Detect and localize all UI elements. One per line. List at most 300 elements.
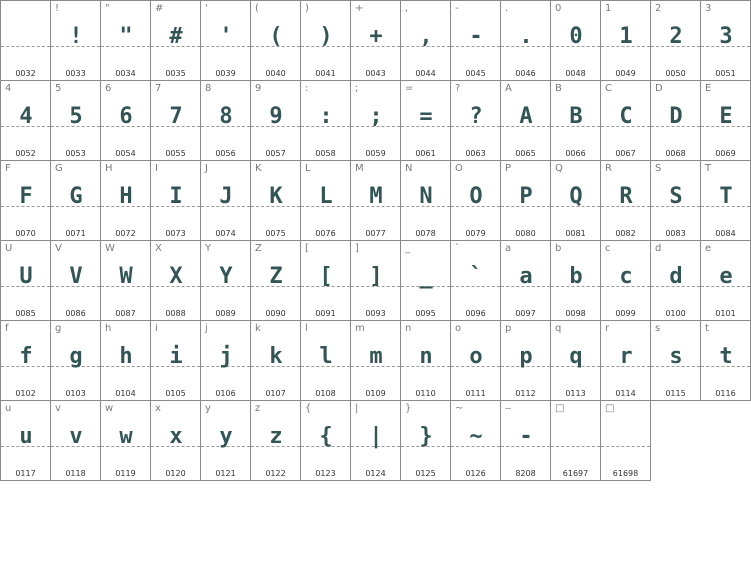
glyph-cell — [450, 0, 501, 81]
glyph-code: 0078 — [415, 229, 436, 238]
glyph-sample: h — [119, 344, 132, 369]
glyph-code: 0063 — [465, 149, 486, 158]
glyph-cell — [100, 160, 151, 241]
glyph-char-label: Q — [555, 163, 563, 174]
glyph-char-label: □ — [605, 403, 615, 414]
glyph-char-label: d — [655, 243, 662, 254]
glyph-cell — [650, 0, 701, 81]
glyph-sample: Z — [269, 264, 282, 289]
glyph-char-label: k — [255, 323, 261, 334]
glyph-sample: W — [119, 264, 132, 289]
glyph-sample: n — [419, 344, 432, 369]
glyph-char-label: " — [105, 3, 110, 14]
glyph-sample: } — [419, 424, 432, 449]
glyph-char-label: c — [605, 243, 611, 254]
glyph-char-label: = — [405, 83, 414, 94]
glyph-sample: + — [369, 24, 382, 49]
glyph-code: 0104 — [115, 389, 136, 398]
glyph-code: 0117 — [15, 469, 36, 478]
glyph-cell — [150, 160, 201, 241]
glyph-char-label: _ — [405, 243, 410, 254]
glyph-code: 0116 — [715, 389, 736, 398]
glyph-code: 0098 — [565, 309, 586, 318]
glyph-char-label: □ — [555, 403, 565, 414]
glyph-code: 0121 — [215, 469, 236, 478]
glyph-cell — [150, 0, 201, 81]
glyph-cell — [550, 80, 601, 161]
glyph-cell — [450, 240, 501, 321]
glyph-cell — [100, 240, 151, 321]
glyph-char-label: + — [355, 3, 364, 14]
glyph-cell — [450, 160, 501, 241]
glyph-code: 0074 — [215, 229, 236, 238]
glyph-char-label: 5 — [55, 83, 62, 94]
glyph-code: 0105 — [165, 389, 186, 398]
glyph-char-label: b — [555, 243, 562, 254]
glyph-sample: r — [619, 344, 632, 369]
glyph-sample: ' — [219, 24, 232, 49]
glyph-cell — [150, 240, 201, 321]
glyph-cell — [600, 400, 651, 481]
glyph-char-label: ` — [455, 243, 460, 254]
glyph-code: 0057 — [265, 149, 286, 158]
glyph-sample: u — [19, 424, 32, 449]
glyph-cell — [100, 400, 151, 481]
glyph-code: 0109 — [365, 389, 386, 398]
glyph-sample: B — [569, 104, 582, 129]
glyph-char-label: F — [5, 163, 11, 174]
glyph-sample: t — [719, 344, 732, 369]
glyph-code: 0045 — [465, 69, 486, 78]
glyph-char-label: I — [155, 163, 158, 174]
glyph-cell — [500, 320, 551, 401]
glyph-char-label: P — [505, 163, 512, 174]
glyph-code: 0044 — [415, 69, 436, 78]
glyph-code: 0124 — [365, 469, 386, 478]
glyph-cell — [400, 400, 451, 481]
glyph-char-label: O — [455, 163, 463, 174]
glyph-sample: j — [219, 344, 232, 369]
glyph-cell — [300, 160, 351, 241]
glyph-cell — [300, 80, 351, 161]
glyph-sample: # — [169, 24, 182, 49]
glyph-sample: | — [369, 424, 382, 449]
glyph-char-label: x — [155, 403, 161, 414]
glyph-cell — [450, 80, 501, 161]
glyph-char-label: e — [705, 243, 712, 254]
glyph-cell — [350, 160, 401, 241]
glyph-sample: { — [319, 424, 332, 449]
glyph-char-label: T — [705, 163, 712, 174]
glyph-sample: P — [519, 184, 532, 209]
glyph-code: 0086 — [65, 309, 86, 318]
glyph-char-label: g — [55, 323, 62, 334]
glyph-cell — [400, 80, 451, 161]
glyph-code: 0111 — [465, 389, 486, 398]
glyph-sample: 6 — [119, 104, 132, 129]
glyph-sample: D — [669, 104, 682, 129]
glyph-sample: N — [419, 184, 432, 209]
glyph-code: 0066 — [565, 149, 586, 158]
glyph-cell — [100, 320, 151, 401]
glyph-char-label: E — [705, 83, 712, 94]
glyph-sample: 8 — [219, 104, 232, 129]
glyph-sample: H — [119, 184, 132, 209]
glyph-char-label: : — [305, 83, 309, 94]
glyph-char-label: W — [105, 243, 115, 254]
glyph-code: 0041 — [315, 69, 336, 78]
glyph-code: 0093 — [365, 309, 386, 318]
glyph-code: 61697 — [562, 469, 589, 478]
glyph-sample: Q — [569, 184, 582, 209]
glyph-code: 0083 — [665, 229, 686, 238]
glyph-sample: ! — [69, 24, 82, 49]
glyph-sample: w — [119, 424, 132, 449]
glyph-code: 0054 — [115, 149, 136, 158]
glyph-char-label: ! — [55, 3, 60, 14]
glyph-sample: b — [569, 264, 582, 289]
glyph-cell — [50, 240, 101, 321]
glyph-code: 0051 — [715, 69, 736, 78]
glyph-sample: - — [469, 24, 482, 49]
glyph-code: 0114 — [615, 389, 636, 398]
glyph-char-label: X — [155, 243, 162, 254]
glyph-cell — [150, 400, 201, 481]
glyph-char-label: n — [405, 323, 412, 334]
glyph-sample: O — [469, 184, 482, 209]
glyph-char-label: f — [5, 323, 9, 334]
glyph-sample — [1, 17, 50, 57]
glyph-sample: V — [69, 264, 82, 289]
glyph-char-label: y — [205, 403, 211, 414]
glyph-cell — [600, 240, 651, 321]
glyph-char-label: u — [5, 403, 12, 414]
glyph-sample: 1 — [619, 24, 632, 49]
glyph-cell — [250, 160, 301, 241]
glyph-sample: ? — [469, 104, 482, 129]
glyph-char-label: 0 — [555, 3, 562, 14]
glyph-sample: : — [319, 104, 332, 129]
glyph-cell — [600, 320, 651, 401]
glyph-char-label: ‒ — [505, 403, 512, 414]
glyph-code: 0048 — [565, 69, 586, 78]
glyph-sample: M — [369, 184, 382, 209]
glyph-code: 0059 — [365, 149, 386, 158]
glyph-code: 0099 — [615, 309, 636, 318]
glyph-code: 0090 — [265, 309, 286, 318]
glyph-cell — [500, 400, 551, 481]
glyph-sample: x — [169, 424, 182, 449]
glyph-char-label: 4 — [5, 83, 12, 94]
glyph-sample: y — [219, 424, 232, 449]
glyph-char-label: l — [305, 323, 308, 334]
glyph-sample: I — [169, 184, 182, 209]
glyph-code: 0082 — [615, 229, 636, 238]
glyph-sample: 9 — [269, 104, 282, 129]
glyph-cell — [400, 240, 451, 321]
glyph-cell — [700, 320, 751, 401]
glyph-code: 0049 — [615, 69, 636, 78]
glyph-sample: d — [669, 264, 682, 289]
glyph-cell — [200, 80, 251, 161]
glyph-code: 0097 — [515, 309, 536, 318]
glyph-char-label: r — [605, 323, 610, 334]
glyph-char-label: } — [405, 403, 412, 414]
glyph-sample: s — [669, 344, 682, 369]
glyph-sample: S — [669, 184, 682, 209]
glyph-code: 0120 — [165, 469, 186, 478]
glyph-char-label: | — [355, 403, 359, 414]
glyph-char-label: w — [105, 403, 114, 414]
glyph-cell — [350, 320, 401, 401]
glyph-char-label: ? — [455, 83, 461, 94]
glyph-char-label: t — [705, 323, 709, 334]
glyph-char-label: z — [255, 403, 261, 414]
glyph-char-label: p — [505, 323, 512, 334]
glyph-cell — [300, 400, 351, 481]
glyph-code: 0071 — [65, 229, 86, 238]
glyph-cell — [250, 400, 301, 481]
glyph-cell — [250, 0, 301, 81]
glyph-cell — [700, 80, 751, 161]
glyph-sample: 3 — [719, 24, 732, 49]
glyph-cell — [50, 0, 101, 81]
glyph-cell — [250, 320, 301, 401]
glyph-cell — [550, 160, 601, 241]
glyph-sample: 7 — [169, 104, 182, 129]
glyph-char-label: i — [155, 323, 158, 334]
glyph-code: 0039 — [215, 69, 236, 78]
glyph-cell — [550, 0, 601, 81]
glyph-sample: ] — [369, 264, 382, 289]
glyph-cell — [700, 160, 751, 241]
glyph-code: 0065 — [515, 149, 536, 158]
glyph-cell — [500, 160, 551, 241]
glyph-sample: i — [169, 344, 182, 369]
glyph-code: 0072 — [115, 229, 136, 238]
glyph-code: 0046 — [515, 69, 536, 78]
glyph-cell — [50, 400, 101, 481]
glyph-char-label: 3 — [705, 3, 712, 14]
glyph-sample — [551, 417, 600, 457]
glyph-cell — [0, 0, 51, 81]
glyph-char-label: h — [105, 323, 112, 334]
glyph-code: 0085 — [15, 309, 36, 318]
glyph-sample: m — [369, 344, 382, 369]
glyph-char-label: D — [655, 83, 663, 94]
glyph-code: 0053 — [65, 149, 86, 158]
glyph-sample: Y — [219, 264, 232, 289]
glyph-cell — [200, 0, 251, 81]
glyph-cell — [700, 0, 751, 81]
glyph-sample: q — [569, 344, 582, 369]
glyph-cell — [650, 240, 701, 321]
glyph-code: 0126 — [465, 469, 486, 478]
glyph-code: 0106 — [215, 389, 236, 398]
glyph-sample: T — [719, 184, 732, 209]
glyph-char-label: Z — [255, 243, 262, 254]
glyph-sample: R — [619, 184, 632, 209]
glyph-code: 0055 — [165, 149, 186, 158]
glyph-sample: o — [469, 344, 482, 369]
glyph-cell — [350, 80, 401, 161]
glyph-cell — [500, 240, 551, 321]
glyph-code: 0091 — [315, 309, 336, 318]
glyph-sample: v — [69, 424, 82, 449]
glyph-cell — [200, 400, 251, 481]
glyph-char-label: ; — [355, 83, 359, 94]
glyph-code: 0080 — [515, 229, 536, 238]
glyph-cell — [350, 0, 401, 81]
glyph-code: 61698 — [612, 469, 639, 478]
glyph-code: 0043 — [365, 69, 386, 78]
glyph-code: 0069 — [715, 149, 736, 158]
glyph-code: 0075 — [265, 229, 286, 238]
glyph-cell — [650, 80, 701, 161]
glyph-char-label: Y — [205, 243, 212, 254]
glyph-code: 0058 — [315, 149, 336, 158]
glyph-cell — [250, 80, 301, 161]
glyph-cell — [650, 320, 701, 401]
glyph-code: 0032 — [15, 69, 36, 78]
glyph-code: 0067 — [615, 149, 636, 158]
glyph-cell — [600, 80, 651, 161]
glyph-code: 0115 — [665, 389, 686, 398]
glyph-sample: = — [419, 104, 432, 129]
glyph-cell — [400, 160, 451, 241]
glyph-sample: 0 — [569, 24, 582, 49]
glyph-code: 0087 — [115, 309, 136, 318]
glyph-char-label: ' — [205, 3, 208, 14]
glyph-cell — [400, 0, 451, 81]
glyph-sample: " — [119, 24, 132, 49]
glyph-cell — [50, 80, 101, 161]
glyph-char-label: ~ — [455, 403, 464, 414]
glyph-code: 0079 — [465, 229, 486, 238]
glyph-code: 0100 — [665, 309, 686, 318]
glyph-cell — [500, 80, 551, 161]
glyph-sample: X — [169, 264, 182, 289]
glyph-code: 0056 — [215, 149, 236, 158]
glyph-code: 0112 — [515, 389, 536, 398]
glyph-code: 0122 — [265, 469, 286, 478]
glyph-sample: 5 — [69, 104, 82, 129]
glyph-cell — [0, 240, 51, 321]
glyph-cell — [150, 80, 201, 161]
glyph-sample: , — [419, 24, 432, 49]
glyph-code: 0081 — [565, 229, 586, 238]
glyph-cell — [300, 0, 351, 81]
glyph-sample: - — [519, 424, 532, 449]
glyph-cell — [550, 400, 601, 481]
glyph-code: 0096 — [465, 309, 486, 318]
glyph-char-label: S — [655, 163, 662, 174]
glyph-char-label: . — [505, 3, 509, 14]
glyph-code: 0119 — [115, 469, 136, 478]
glyph-cell — [0, 400, 51, 481]
glyph-sample: c — [619, 264, 632, 289]
glyph-code: 0103 — [65, 389, 86, 398]
glyph-cell — [0, 160, 51, 241]
glyph-cell — [200, 160, 251, 241]
glyph-cell — [150, 320, 201, 401]
glyph-cell — [50, 320, 101, 401]
glyph-char-label: a — [505, 243, 512, 254]
glyph-code: 0125 — [415, 469, 436, 478]
glyph-char-label: j — [205, 323, 208, 334]
glyph-code: 0050 — [665, 69, 686, 78]
glyph-sample: A — [519, 104, 532, 129]
glyph-char-label: U — [5, 243, 13, 254]
glyph-cell — [100, 80, 151, 161]
glyph-char-label: v — [55, 403, 61, 414]
glyph-code: 0095 — [415, 309, 436, 318]
glyph-sample: p — [519, 344, 532, 369]
glyph-char-label: 8 — [205, 83, 212, 94]
glyph-code: 0088 — [165, 309, 186, 318]
glyph-char-label: , — [405, 3, 409, 14]
glyph-sample: f — [19, 344, 32, 369]
glyph-char-label: ] — [355, 243, 359, 254]
glyph-char-label: N — [405, 163, 413, 174]
glyph-char-label: B — [555, 83, 562, 94]
glyph-sample: z — [269, 424, 282, 449]
glyph-sample: ~ — [469, 424, 482, 449]
glyph-char-label: m — [355, 323, 365, 334]
glyph-code: 0073 — [165, 229, 186, 238]
glyph-sample: L — [319, 184, 332, 209]
glyph-sample: G — [69, 184, 82, 209]
glyph-code: 0113 — [565, 389, 586, 398]
glyph-code: 0035 — [165, 69, 186, 78]
glyph-cell — [450, 320, 501, 401]
glyph-char-label: M — [355, 163, 364, 174]
glyph-sample: e — [719, 264, 732, 289]
glyph-char-label: 1 — [605, 3, 612, 14]
glyph-sample: _ — [419, 264, 432, 289]
glyph-sample: ` — [469, 264, 482, 289]
glyph-char-label: 6 — [105, 83, 112, 94]
glyph-char-label: H — [105, 163, 113, 174]
glyph-cell — [0, 320, 51, 401]
glyph-code: 0068 — [665, 149, 686, 158]
glyph-cell — [200, 240, 251, 321]
glyph-char-label: # — [155, 3, 164, 14]
glyph-cell — [200, 320, 251, 401]
glyph-sample: [ — [319, 264, 332, 289]
glyph-cell — [400, 320, 451, 401]
glyph-code: 0040 — [265, 69, 286, 78]
glyph-char-label: ( — [255, 3, 259, 14]
glyph-cell — [350, 240, 401, 321]
glyph-code: 0108 — [315, 389, 336, 398]
glyph-sample: C — [619, 104, 632, 129]
glyph-char-label: C — [605, 83, 612, 94]
glyph-char-label: 7 — [155, 83, 162, 94]
glyph-sample: E — [719, 104, 732, 129]
glyph-code: 0118 — [65, 469, 86, 478]
glyph-code: 0084 — [715, 229, 736, 238]
glyph-char-label: [ — [305, 243, 309, 254]
glyph-code: 0070 — [15, 229, 36, 238]
glyph-code: 0052 — [15, 149, 36, 158]
glyph-code: 0123 — [315, 469, 336, 478]
glyph-sample: K — [269, 184, 282, 209]
glyph-cell — [350, 400, 401, 481]
glyph-char-label: { — [305, 403, 312, 414]
glyph-sample: ) — [319, 24, 332, 49]
glyph-cell — [50, 160, 101, 241]
